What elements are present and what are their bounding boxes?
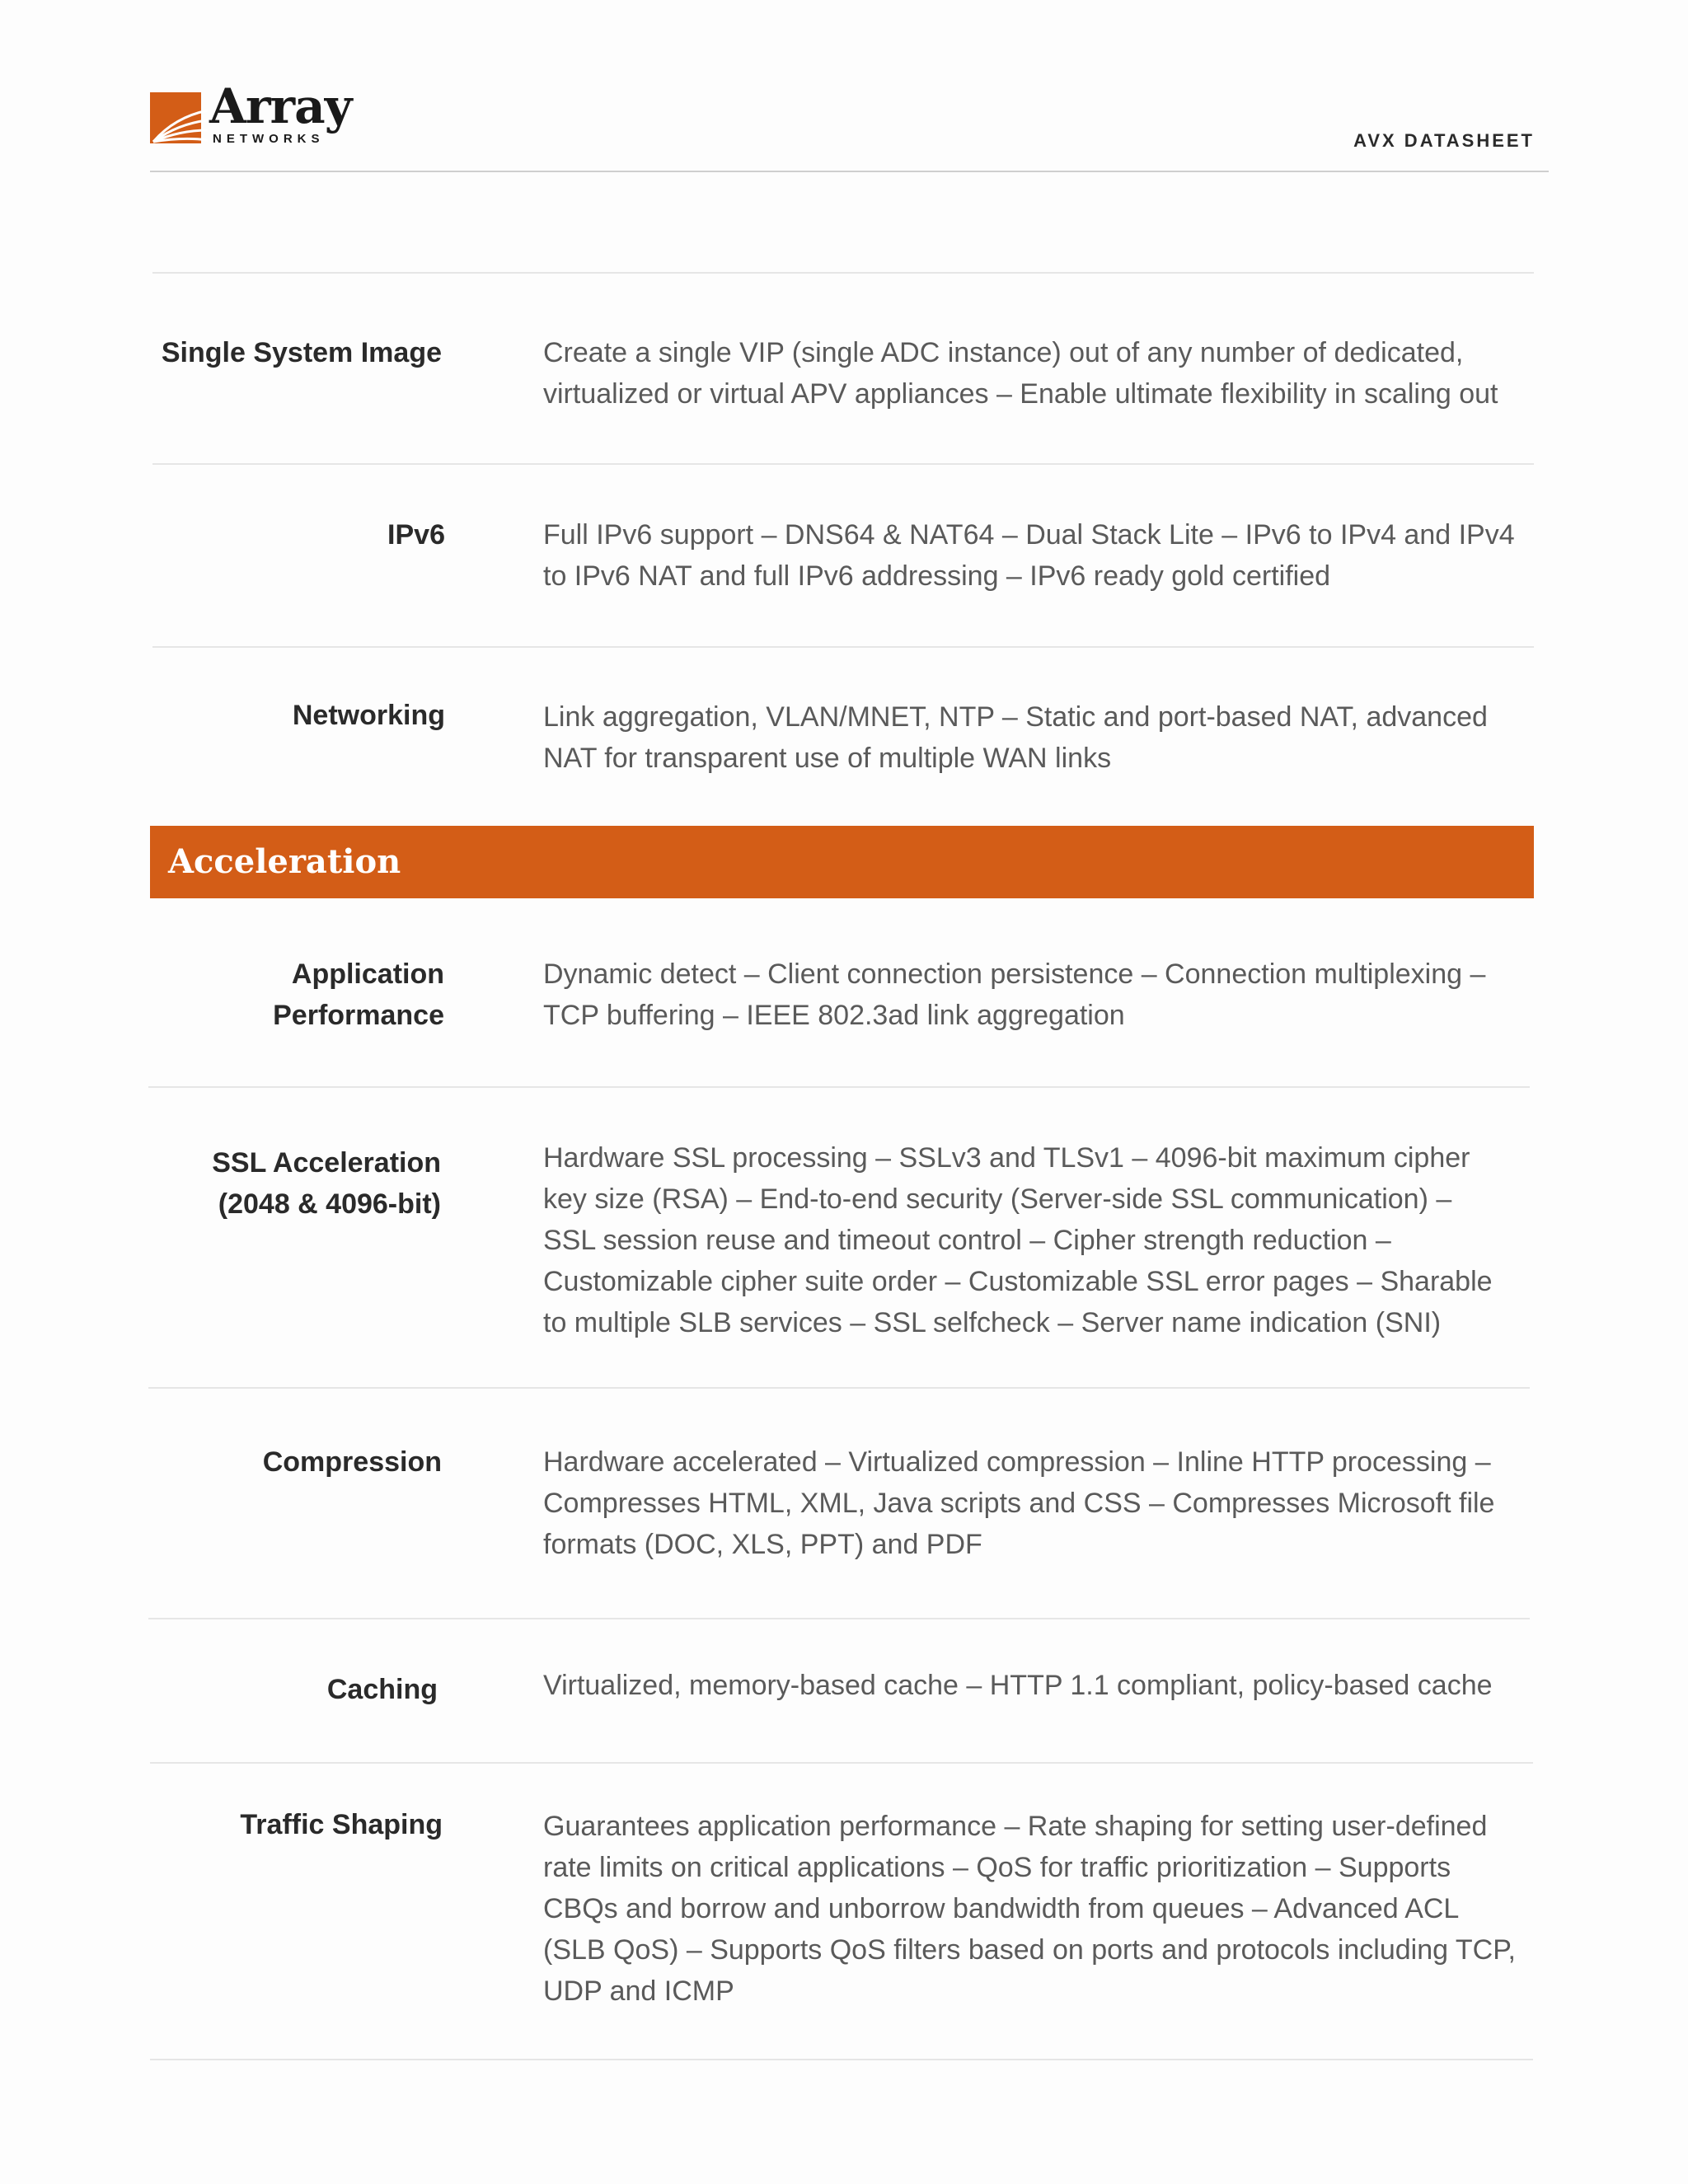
row-desc-application-performance: Dynamic detect – Client connection persistence – Connection multiplexing – TCP buffering – IEEE 802.3ad link aggregation	[543, 958, 1486, 1031]
row-desc-caching: Virtualized, memory-based cache – HTTP 1.1 compliant, policy-based cache	[543, 1670, 1493, 1701]
header-divider	[150, 171, 1549, 172]
section-title: Acceleration	[168, 842, 401, 881]
row-label-caching: Caching	[326, 1674, 438, 1705]
document-label: AVX DATASHEET	[1353, 130, 1535, 151]
row-label-networking: Networking	[292, 700, 445, 731]
row-divider	[150, 1762, 1533, 1764]
row-label-ipv6: IPv6	[387, 519, 445, 551]
row-divider	[148, 1086, 1530, 1088]
logo-wordmark: Array	[209, 78, 352, 134]
row-divider	[152, 463, 1534, 465]
row-desc-compression: Hardware accelerated – Virtualized compression – Inline HTTP processing – Compresses HTML, XML, Java scripts and CSS – Compresses Microsoft file formats (DOC, XLS, PPT) and PDF	[543, 1446, 1495, 1560]
logo-rays-icon	[150, 92, 209, 145]
section-header-acceleration	[150, 826, 1534, 898]
row-desc-traffic-shaping: Guarantees application performance – Rate shaping for setting user-defined rate limits on critical applications – QoS for traffic prioritization – Supports CBQs and borrow and unborrow bandwidth from queues – Advanced ACL (SLB QoS) – Supports QoS filters based on ports and protocols including TCP, UDP and ICMP	[543, 1811, 1516, 2007]
row-label-ssl-acceleration: SSL Acceleration (2048 & 4096-bit)	[212, 1147, 441, 1220]
row-divider	[148, 1387, 1530, 1389]
row-divider	[148, 1618, 1530, 1619]
row-divider	[150, 2059, 1533, 2060]
row-desc-single-system-image: Create a single VIP (single ADC instance) out of any number of dedicated, virtualized or virtual APV appliances – Enable ultimate flexibility in scaling out	[543, 337, 1498, 410]
row-label-single-system-image: Single System Image	[161, 337, 442, 368]
row-label-application-performance: Application Performance	[273, 958, 444, 1031]
row-desc-ssl-acceleration: Hardware SSL processing – SSLv3 and TLSv1 – 4096-bit maximum cipher key size (RSA) – End-to-end security (Server-side SSL communication) – SSL session reuse and timeout control – Cipher strength reduction – Customizable cipher suite order – Customizable SSL error pages – Sharable to multiple SLB services – SSL selfcheck – Server name indication (SNI)	[543, 1142, 1493, 1338]
row-divider	[152, 646, 1534, 648]
array-networks-logo	[150, 78, 364, 148]
row-desc-networking: Link aggregation, VLAN/MNET, NTP – Static and port-based NAT, advanced NAT for transparent use of multiple WAN links	[543, 701, 1488, 774]
logo-subtitle: NETWORKS	[213, 132, 325, 146]
row-label-traffic-shaping: Traffic Shaping	[240, 1809, 443, 1840]
row-divider	[152, 272, 1534, 274]
row-desc-ipv6: Full IPv6 support – DNS64 & NAT64 – Dual Stack Lite – IPv6 to IPv4 and IPv4 to IPv6 NAT and full IPv6 addressing – IPv6 ready gold certified	[543, 519, 1515, 592]
row-label-compression: Compression	[262, 1446, 442, 1478]
